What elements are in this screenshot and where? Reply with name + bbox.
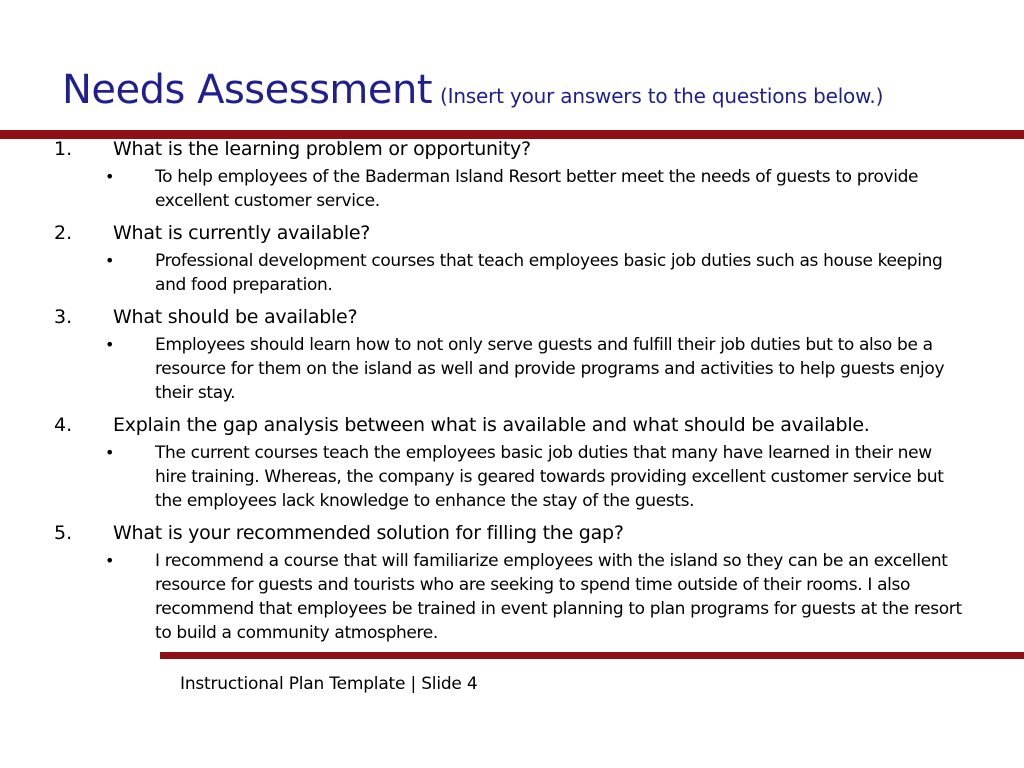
bullet-icon: •: [105, 551, 115, 570]
question-number: 5.: [54, 522, 73, 544]
answer-text: The current courses teach the employees basic job duties that many have learned in their new hire training. Whereas, the company is geared towards providing excellent customer service but the employees lack knowledge to enhance the stay of the guests.: [155, 443, 944, 511]
answer-text: Employees should learn how to not only serve guests and fulfill their job duties but to also be a resource for them on the island as well and provide programs and activities to help guests enjoy their stay.: [155, 335, 945, 403]
question-text: What is currently available?: [113, 222, 371, 244]
question-text: What should be available?: [113, 306, 358, 328]
question-number: 3.: [54, 306, 73, 328]
question-number: 1.: [54, 138, 73, 160]
question-number: 2.: [54, 222, 73, 244]
answer-item: [0, 249, 1024, 297]
bullet-icon: •: [105, 335, 115, 354]
question-text: What is your recommended solution for filling the gap?: [113, 522, 624, 544]
answer-text: To help employees of the Baderman Island Resort better meet the needs of guests to provide excellent customer service.: [155, 167, 919, 211]
question-text: What is the learning problem or opportunity?: [113, 138, 531, 160]
question-item-4: [0, 411, 1024, 513]
answer-item: [0, 441, 1024, 513]
title-main: Needs Assessment: [62, 67, 433, 113]
bullet-icon: •: [105, 251, 115, 270]
answer-item: [0, 549, 1024, 645]
question-number: 4.: [54, 414, 73, 436]
question-item-1: [0, 135, 1024, 213]
question-text: Explain the gap analysis between what is available and what should be available.: [113, 414, 870, 436]
title-subtitle: (Insert your answers to the questions below.): [440, 84, 884, 108]
bottom-divider: [160, 652, 1024, 659]
question-list: [0, 135, 1024, 651]
answer-item: [0, 165, 1024, 213]
bullet-icon: •: [105, 443, 115, 462]
question-item-5: [0, 519, 1024, 645]
answer-text: I recommend a course that will familiarize employees with the island so they can be an excellent resource for guests and tourists who are seeking to spend time outside of their rooms. I also recommend that employees be trained in event planning to plan programs for guests at the resort to build a community atmosphere.: [155, 551, 962, 643]
question-item-2: [0, 219, 1024, 297]
question-item-3: [0, 303, 1024, 405]
slide-footer: Instructional Plan Template | Slide 4: [180, 674, 478, 694]
bullet-icon: •: [105, 167, 115, 186]
answer-text: Professional development courses that teach employees basic job duties such as house keeping and food preparation.: [155, 251, 943, 295]
slide-title: [62, 67, 884, 113]
answer-item: [0, 333, 1024, 405]
